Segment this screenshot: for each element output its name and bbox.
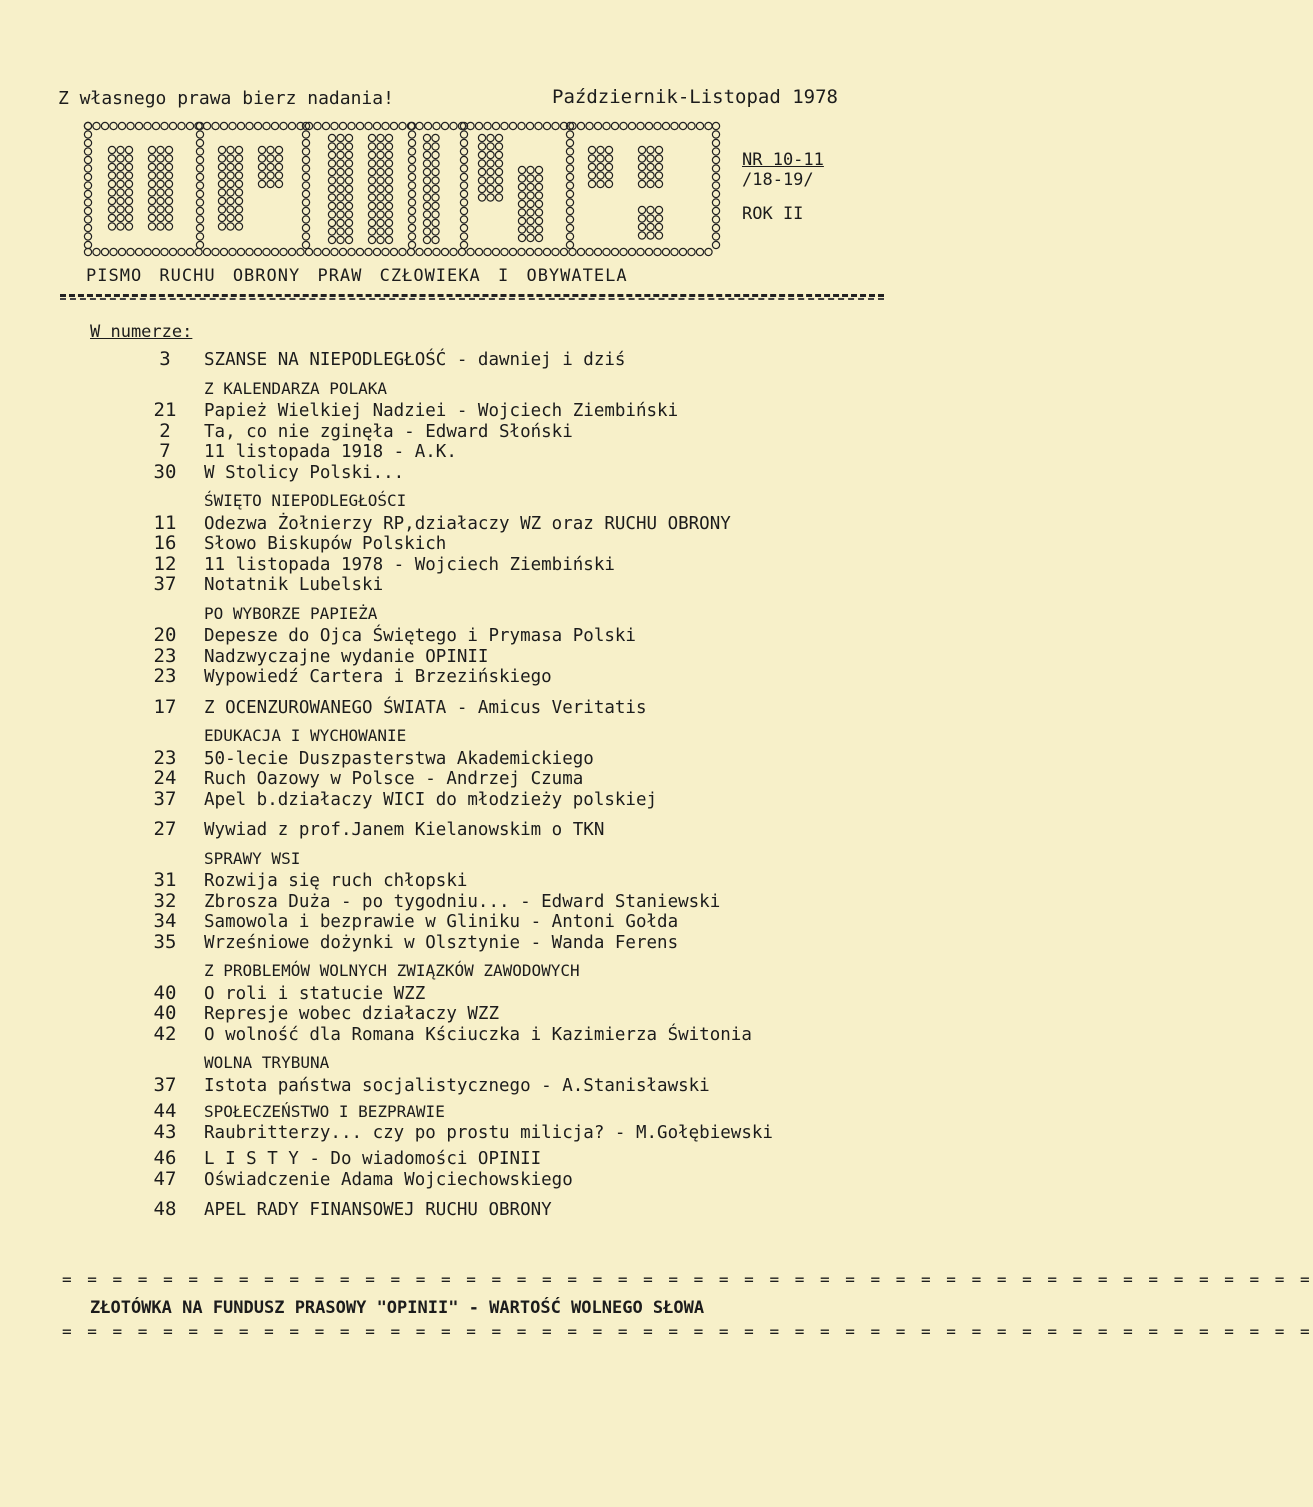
toc-page-number: 2 (159, 419, 171, 442)
toc-entry-title: Papież Wielkiej Nadziei - Wojciech Ziembiński (204, 401, 679, 421)
toc-entry (140, 512, 920, 533)
issue-date: Październik-Listopad 1978 (552, 86, 838, 108)
toc-entry (140, 931, 920, 952)
toc-entry (140, 1147, 920, 1168)
toc-entry-title: Apel b.działaczy WICI do młodzieży polskiej (204, 789, 658, 810)
toc-entry (140, 1100, 920, 1121)
toc-entry (140, 348, 920, 369)
toc-entry (140, 624, 920, 645)
toc-page-number: 23 (153, 746, 177, 769)
toc-entry (140, 696, 920, 717)
toc-entry-title: Wrześniowe dożynki w Olsztynie - Wanda Ferens (204, 932, 679, 953)
toc-entry-title: Raubritterzy... czy po prostu milicja? - M.Gołębiewski (204, 1122, 773, 1143)
toc-entry-title: Istota państwa socjalistycznego - A.Stanisławski (204, 1075, 710, 1096)
toc-entry (140, 420, 920, 441)
toc-page-number: 31 (153, 869, 177, 891)
toc-page-number: 37 (153, 1073, 177, 1096)
toc-page-number: 23 (153, 644, 177, 667)
toc-entry (140, 1198, 920, 1219)
toc-entry-title: Ruch Oazowy w Polsce - Andrzej Czuma (204, 769, 584, 789)
toc-entry-title: Wywiad z prof.Janem Kielanowskim o TKN (204, 820, 605, 840)
toc-entry (140, 982, 920, 1003)
toc-entry-title: Wypowiedź Cartera i Brzezińskiego (204, 667, 552, 687)
toc-entry-title: 11 listopada 1918 - A.K. (204, 442, 457, 462)
toc-entry (140, 532, 920, 553)
toc-page-number: 35 (153, 930, 177, 953)
toc-entry-title: Samowola i bezprawie w Gliniku - Antoni Gołda (204, 912, 679, 932)
toc-entry (140, 890, 920, 911)
toc-section-heading: EDUKACJA I WYCHOWANIE (204, 726, 407, 745)
toc-page-number: 37 (153, 573, 177, 595)
toc-page-number: 16 (153, 532, 177, 554)
toc-entry (140, 573, 920, 594)
toc-page-number: 30 (153, 460, 177, 483)
toc-entry (140, 645, 920, 666)
toc-entry-title: 11 listopada 1978 - Wojciech Ziembiński (204, 554, 615, 575)
footer-slogan: ZŁOTÓWKA NA FUNDUSZ PRASOWY "OPINII" - WARTOŚĆ WOLNEGO SŁOWA (90, 1298, 705, 1318)
footer-rule-top: = = = = = = = = = = = = = = = = = = = = = = = = = = = = = = = = = = = = = = = = = = = = = = = = = = (62, 1270, 1313, 1289)
contents-label: W numerze: (90, 322, 193, 342)
header-divider (60, 294, 884, 297)
toc-entry-title: Oświadczenie Adama Wojciechowskiego (204, 1169, 573, 1190)
toc-entry-title: L I S T Y - Do wiadomości OPINII (204, 1149, 542, 1169)
toc-page-number: 17 (153, 695, 177, 718)
toc-entry-title: Rozwija się ruch chłopski (204, 871, 468, 891)
toc-page-number: 20 (153, 624, 177, 646)
toc-page-number: 11 (153, 511, 177, 534)
toc-entry (140, 910, 920, 931)
toc-entry-title: Nadzwyczajne wydanie OPINII (204, 646, 489, 667)
toc-page-number: 47 (153, 1167, 177, 1190)
masthead-logo-graphic (82, 120, 722, 258)
volume-year: ROK II (742, 204, 804, 224)
toc-entry-title: Odezwa Żołnierzy RP,działaczy WZ oraz RUCHU OBRONY (204, 513, 731, 534)
toc-entry-title: 50-lecie Duszpasterstwa Akademickiego (204, 748, 594, 769)
toc-entry (140, 440, 920, 461)
toc-page-number: 40 (153, 1002, 177, 1024)
toc-entry (140, 1074, 920, 1095)
toc-entry-title: Notatnik Lubelski (204, 575, 384, 595)
toc-section-heading: PO WYBORZE PAPIEŻA (204, 603, 378, 623)
toc-page-number: 37 (153, 787, 177, 810)
header-divider-2 (60, 298, 884, 300)
toc-entry-title: Depesze do Ojca Świętego i Prymasa Polski (204, 626, 636, 646)
toc-entry-title: W Stolicy Polski... (204, 462, 405, 483)
toc-page-number: 43 (153, 1120, 177, 1143)
toc-page-number: 24 (153, 767, 177, 789)
toc-entry-title: Zbrosza Duża - po tygodniu... - Edward Staniewski (204, 891, 721, 912)
toc-page-number: 23 (153, 665, 177, 687)
toc-entry-title: Z OCENZUROWANEGO ŚWIATA - Amicus Veritatis (204, 697, 647, 718)
toc-page-number: 34 (153, 910, 177, 932)
footer-rule-bottom: = = = = = = = = = = = = = = = = = = = = = = = = = = = = = = = = = = = = = = = = = = = = = = = = = = (62, 1322, 1313, 1341)
toc-page-number: 44 (153, 1100, 177, 1122)
toc-entry-title: Ta, co nie zginęła - Edward Słoński (204, 421, 573, 442)
toc-page-number: 40 (153, 981, 177, 1004)
publication-subtitle: PISMO RUCHU OBRONY PRAW CZŁOWIEKA I OBYWATELA (86, 266, 628, 286)
issue-info (742, 150, 824, 224)
toc-page-number: 7 (159, 440, 171, 462)
toc-entry-title: SZANSE NA NIEPODLEGŁOŚĆ - dawniej i dziś (204, 350, 626, 370)
toc-entry (140, 788, 920, 809)
toc-page-number: 42 (153, 1022, 177, 1045)
toc-page-number: 48 (153, 1198, 177, 1220)
toc-entry (140, 1168, 920, 1189)
toc-section-heading: Z KALENDARZA POLAKA (204, 378, 388, 398)
toc-entry-title: O roli i statucie WZZ (204, 983, 426, 1004)
toc-entry (140, 767, 920, 788)
toc-page-number: 27 (153, 818, 177, 840)
toc-entry-title: SPOŁECZEŃSTWO I BEZPRAWIE (204, 1102, 445, 1121)
toc-entry (140, 1121, 920, 1142)
toc-page-number: 12 (153, 552, 177, 575)
motto: Z własnego prawa bierz nadania! (58, 88, 394, 109)
toc-entry-title: O wolność dla Romana Kściuczka i Kazimierza Świtonia (204, 1024, 752, 1045)
toc-entry (140, 747, 920, 768)
toc-entry (140, 869, 920, 890)
table-of-contents (140, 348, 920, 1219)
toc-entry-title: APEL RADY FINANSOWEJ RUCHU OBRONY (204, 1200, 552, 1220)
issue-number-sub: /18-19/ (742, 170, 814, 190)
toc-entry (140, 399, 920, 420)
toc-entry (140, 818, 920, 839)
toc-entry (140, 1002, 920, 1023)
toc-entry (140, 1023, 920, 1044)
toc-entry (140, 665, 920, 686)
toc-section-heading: WOLNA TRYBUNA (204, 1053, 330, 1072)
toc-entry-title: Represje wobec działaczy WZZ (204, 1004, 500, 1024)
toc-section-heading: ŚWIĘTO NIEPODLEGŁOŚCI (204, 491, 407, 510)
toc-page-number: 46 (153, 1147, 177, 1169)
toc-entry-title: Słowo Biskupów Polskich (204, 534, 447, 554)
issue-number: NR 10-11 (742, 150, 824, 170)
toc-entry (140, 553, 920, 574)
toc-section-heading: Z PROBLEMÓW WOLNYCH ZWIĄZKÓW ZAWODOWYCH (204, 961, 580, 980)
toc-page-number: 3 (159, 348, 171, 370)
toc-section-heading: SPRAWY WSI (204, 848, 301, 868)
masthead-logo (82, 120, 722, 258)
toc-page-number: 21 (153, 399, 177, 421)
toc-page-number: 32 (153, 889, 177, 912)
toc-entry (140, 461, 920, 482)
